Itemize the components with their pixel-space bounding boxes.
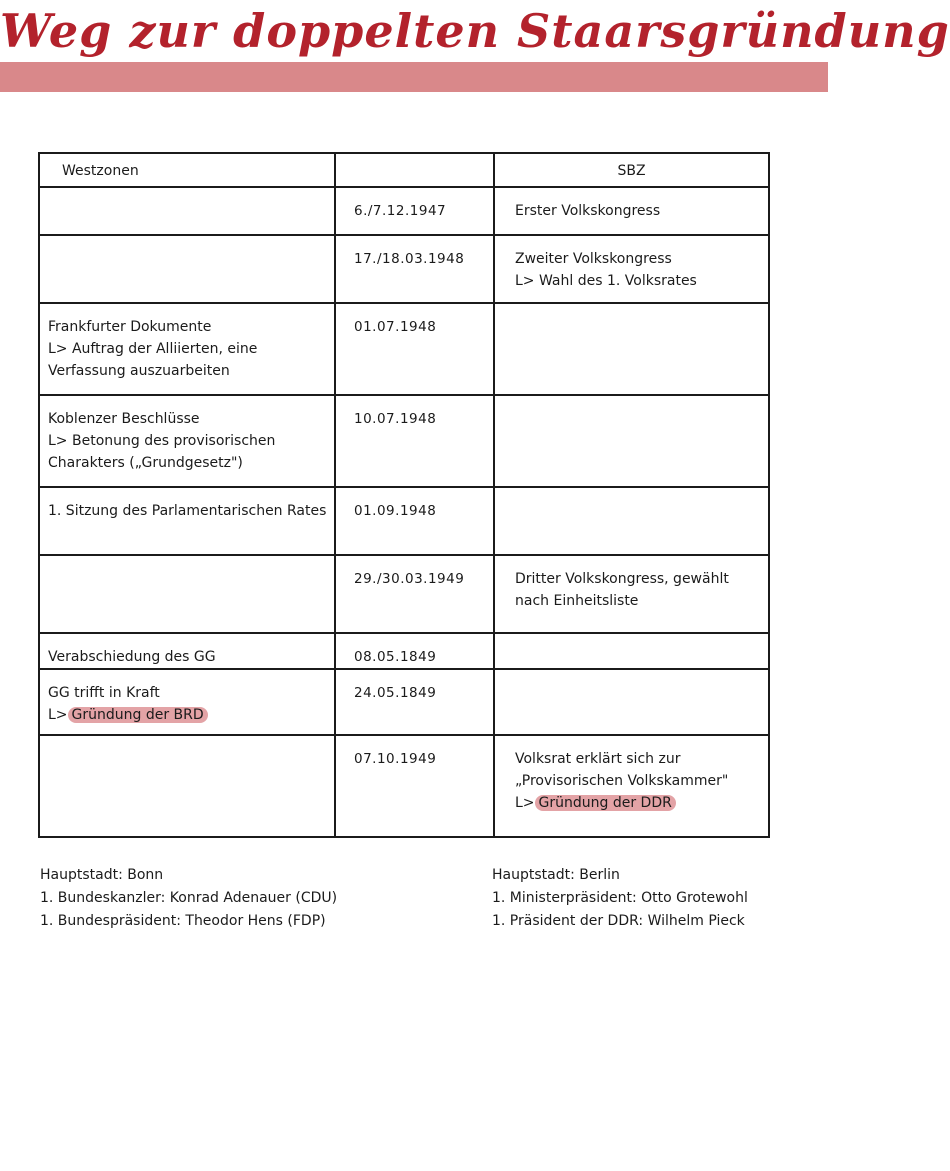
east-facts <box>492 864 748 933</box>
page-title: Weg zur doppelten Staarsgründung <box>0 4 950 58</box>
west-cell <box>39 395 335 487</box>
sbz-event: Erster Volkskongress <box>515 203 661 219</box>
highlight-ddr: Gründung der DDR <box>535 795 676 811</box>
arrow-icon: L> <box>515 273 535 289</box>
title-band <box>0 62 828 92</box>
west-consequence-text: Betonung des provisorischen Charakters („Grundgesetz") <box>48 433 276 471</box>
sbz-cell <box>494 735 769 837</box>
date-cell: 10.07.1948 <box>335 395 494 487</box>
west-cell <box>39 555 335 633</box>
date-cell: 08.05.1849 <box>335 633 494 669</box>
table-header-row <box>39 153 769 187</box>
west-consequence <box>48 338 334 382</box>
east-fact-capital: Hauptstadt: Berlin <box>492 867 620 883</box>
table-row <box>39 669 769 735</box>
arrow-icon: L> <box>48 341 68 357</box>
arrow-icon: L> <box>515 795 535 811</box>
west-cell <box>39 187 335 235</box>
west-fact-capital: Hauptstadt: Bonn <box>40 867 164 883</box>
sbz-highlight-line <box>515 792 768 814</box>
west-facts <box>40 864 337 933</box>
date-cell: 01.09.1948 <box>335 487 494 555</box>
sbz-cell <box>494 633 769 669</box>
sbz-cell <box>494 187 769 235</box>
west-event: 1. Sitzung des Parlamentarischen Rates <box>48 503 327 519</box>
table-row <box>39 633 769 669</box>
sbz-event: Volksrat erklärt sich zur <box>515 751 681 767</box>
west-event: Koblenzer Beschlüsse <box>48 411 200 427</box>
timeline-table <box>38 152 770 838</box>
east-fact-president: 1. Präsident der DDR: Wilhelm Pieck <box>492 913 745 929</box>
sbz-event-continued: „Provisorischen Volkskammer" <box>515 773 729 789</box>
west-cell <box>39 487 335 555</box>
west-event: GG trifft in Kraft <box>48 685 160 701</box>
west-cell <box>39 669 335 735</box>
date-cell: 07.10.1949 <box>335 735 494 837</box>
west-event: Verabschiedung des GG <box>48 649 216 665</box>
west-fact-chancellor: 1. Bundeskanzler: Konrad Adenauer (CDU) <box>40 890 338 906</box>
sbz-cell <box>494 235 769 303</box>
table-row <box>39 235 769 303</box>
table-row <box>39 735 769 837</box>
west-cell <box>39 735 335 837</box>
west-highlight-line <box>48 704 334 726</box>
date-cell: 01.07.1948 <box>335 303 494 395</box>
header-date <box>335 153 494 187</box>
sbz-cell <box>494 303 769 395</box>
highlight-brd: Gründung der BRD <box>68 707 208 723</box>
sbz-event: Zweiter Volkskongress <box>515 251 672 267</box>
west-consequence-text: Auftrag der Alliierten, eine Verfassung auszuarbeiten <box>48 341 258 379</box>
sbz-cell <box>494 487 769 555</box>
table-row <box>39 555 769 633</box>
table-row <box>39 303 769 395</box>
west-cell <box>39 303 335 395</box>
west-event: Frankfurter Dokumente <box>48 319 212 335</box>
arrow-icon: L> <box>48 707 68 723</box>
sbz-event: Dritter Volkskongress, gewählt <box>515 571 729 587</box>
west-consequence <box>48 430 334 474</box>
east-fact-prime-minister: 1. Ministerpräsident: Otto Grotewohl <box>492 890 748 906</box>
sbz-consequence-text: Wahl des 1. Volksrates <box>538 273 697 289</box>
table-row <box>39 487 769 555</box>
arrow-icon: L> <box>48 433 68 449</box>
date-cell: 17./18.03.1948 <box>335 235 494 303</box>
date-cell: 29./30.03.1949 <box>335 555 494 633</box>
sbz-cell <box>494 395 769 487</box>
sbz-event-continued: nach Einheitsliste <box>515 593 639 609</box>
header-westzonen: Westzonen <box>39 153 335 187</box>
west-cell <box>39 633 335 669</box>
header-sbz: SBZ <box>494 153 769 187</box>
sbz-consequence <box>515 270 768 292</box>
date-cell: 6./7.12.1947 <box>335 187 494 235</box>
date-cell: 24.05.1849 <box>335 669 494 735</box>
sbz-cell <box>494 669 769 735</box>
table-row <box>39 187 769 235</box>
table-row <box>39 395 769 487</box>
west-cell <box>39 235 335 303</box>
west-fact-president: 1. Bundespräsident: Theodor Hens (FDP) <box>40 913 326 929</box>
sbz-cell <box>494 555 769 633</box>
